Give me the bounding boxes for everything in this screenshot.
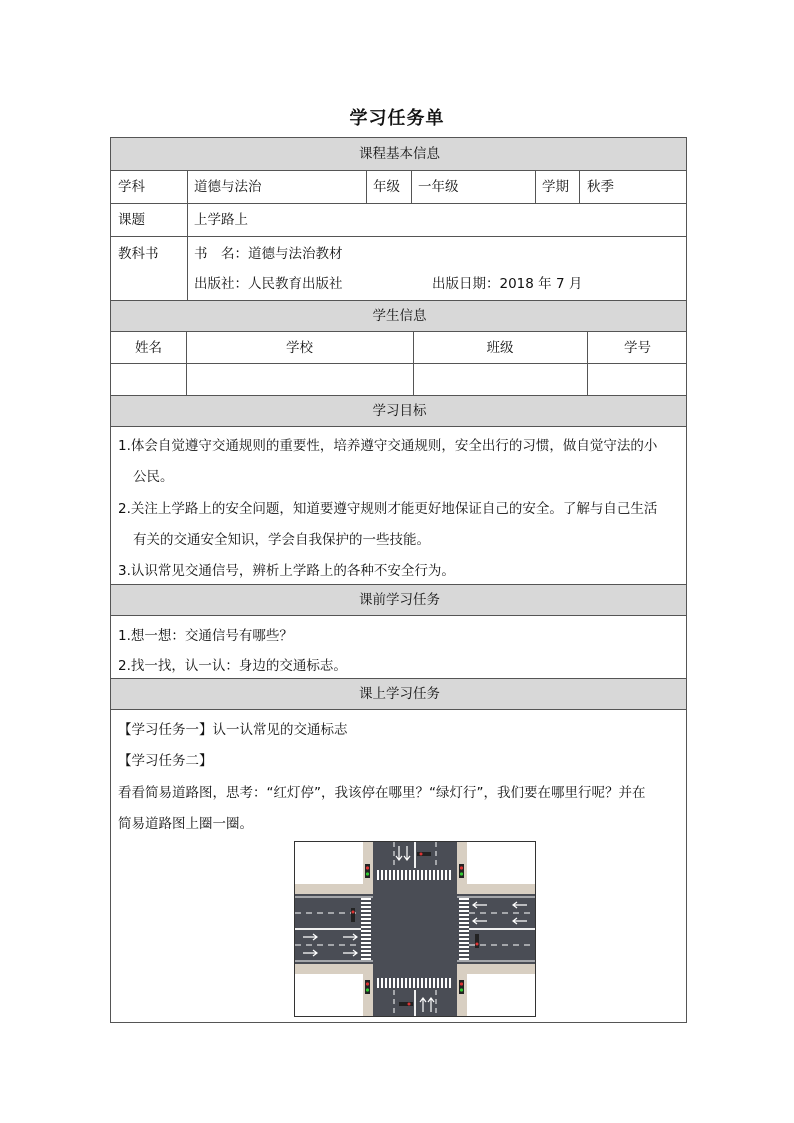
page-title: 学习任务单 [349,108,445,129]
term-label: 学期 [542,179,569,195]
subject-value: 道德与法治 [194,179,262,195]
goal-line: 3.认识常见交通信号，辨析上学路上的各种不安全行为。 [118,563,455,579]
in-class-header: 课上学习任务 [359,686,440,702]
in-class-line: 【学习任务一】认一认常见的交通标志 [118,722,348,738]
term-value: 秋季 [587,179,614,195]
pre-class-line: 2.找一找，认一认：身边的交通标志。 [118,658,347,674]
book-name: 书 名：道德与法治教材 [194,246,343,262]
goal-line: 公民。 [133,469,174,485]
textbook-label: 教科书 [118,246,159,262]
goal-line: 2.关注上学路上的安全问题，知道要遵守规则才能更好地保证自己的安全。了解与自己生活 [118,501,658,517]
pre-class-header: 课前学习任务 [359,592,440,608]
grade-value: 一年级 [418,179,459,195]
goal-line: 1.体会自觉遵守交通规则的重要性，培养遵守交通规则，安全出行的习惯，做自觉守法的小 [118,438,658,454]
road-intersection-drawing [295,842,535,1016]
course-info-header: 课程基本信息 [359,146,440,162]
col-student-id: 学号 [624,340,651,356]
goals-header: 学习目标 [372,403,427,419]
col-school: 学校 [286,340,313,356]
pre-class-line: 1.想一想：交通信号有哪些？ [118,628,293,644]
student-info-header: 学生信息 [372,308,427,324]
grade-label: 年级 [373,179,400,195]
goal-line: 有关的交通安全知识，学会自我保护的一些技能。 [133,532,430,548]
publish-date: 出版日期：2018 年 7 月 [432,276,583,292]
in-class-line: 看看简易道路图，思考：“红灯停”，我该停在哪里？“绿灯行”，我们要在哪里行呢？并在 [118,785,646,801]
subject-label: 学科 [118,179,145,195]
task-sheet-table [110,137,687,1023]
in-class-line: 【学习任务二】 [118,753,213,769]
topic-label: 课题 [118,212,145,228]
col-class: 班级 [486,340,514,356]
publisher: 出版社：人民教育出版社 [194,276,343,292]
col-name: 姓名 [135,340,162,356]
road-intersection-image [294,841,536,1017]
topic-value: 上学路上 [194,212,248,228]
in-class-line: 简易道路图上圈一圈。 [118,816,253,832]
